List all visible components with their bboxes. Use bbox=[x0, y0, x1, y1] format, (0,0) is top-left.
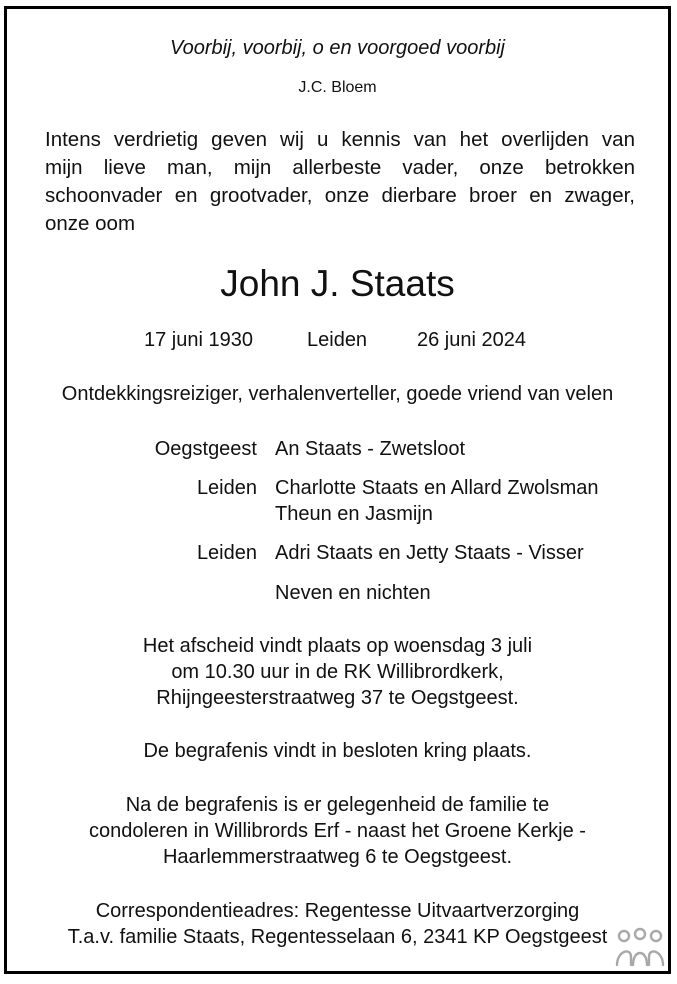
farewell-line: Rhijngeesterstraatweg 37 te Oegstgeest. bbox=[156, 687, 519, 709]
family-names: Theun en Jasmijn bbox=[275, 503, 433, 525]
condolence-line: Haarlemmerstraatweg 6 te Oegstgeest. bbox=[162, 846, 513, 868]
family-place: Leiden bbox=[196, 477, 257, 499]
place-of-death: Leiden bbox=[307, 329, 368, 351]
announcement-line: schoonvader en grootvader, onze dierbare broer en zwager, bbox=[45, 184, 635, 207]
farewell-line: Het afscheid vindt plaats op woensdag 3 juli bbox=[142, 635, 533, 657]
family-names: An Staats - Zwetsloot bbox=[275, 438, 466, 460]
obituary-card bbox=[4, 6, 671, 974]
announcement-line: onze oom bbox=[45, 212, 136, 235]
family-place: Oegstgeest bbox=[154, 438, 257, 460]
announcement-line: mijn lieve man, mijn allerbeste vader, onze betrokken bbox=[45, 156, 635, 179]
announcement-line: Intens verdrietig geven wij u kennis van het overlijden van bbox=[45, 128, 635, 151]
announcement-text bbox=[45, 126, 635, 238]
condolence-line: condoleren in Willibrords Erf - naast het Groene Kerkje - bbox=[89, 820, 586, 842]
family-names: Adri Staats en Jetty Staats - Visser bbox=[275, 542, 584, 564]
quote-author: J.C. Bloem bbox=[298, 79, 377, 96]
poem-quote: Voorbij, voorbij, o en voorgoed voorbij bbox=[169, 37, 505, 59]
family-place: Leiden bbox=[196, 542, 257, 564]
deceased-name: John J. Staats bbox=[220, 263, 455, 304]
correspondence-line: T.a.v. familie Staats, Regentesselaan 6, 2341 KP Oegstgeest bbox=[67, 926, 608, 948]
death-date: 26 juni 2024 bbox=[417, 329, 526, 351]
condolence-line: Na de begrafenis is er gelegenheid de familie te bbox=[125, 794, 550, 816]
family-names: Charlotte Staats en Allard Zwolsman bbox=[275, 477, 599, 499]
family-figures-icon bbox=[613, 925, 667, 969]
tagline: Ontdekkingsreiziger, verhalenverteller, goede vriend van velen bbox=[61, 383, 614, 405]
burial-notice: De begrafenis vindt in besloten kring plaats. bbox=[143, 740, 532, 762]
birth-date: 17 juni 1930 bbox=[144, 329, 253, 351]
farewell-line: om 10.30 uur in de RK Willibrordkerk, bbox=[171, 661, 504, 683]
family-names: Neven en nichten bbox=[275, 582, 431, 604]
correspondence-line: Correspondentieadres: Regentesse Uitvaartverzorging bbox=[95, 900, 580, 922]
